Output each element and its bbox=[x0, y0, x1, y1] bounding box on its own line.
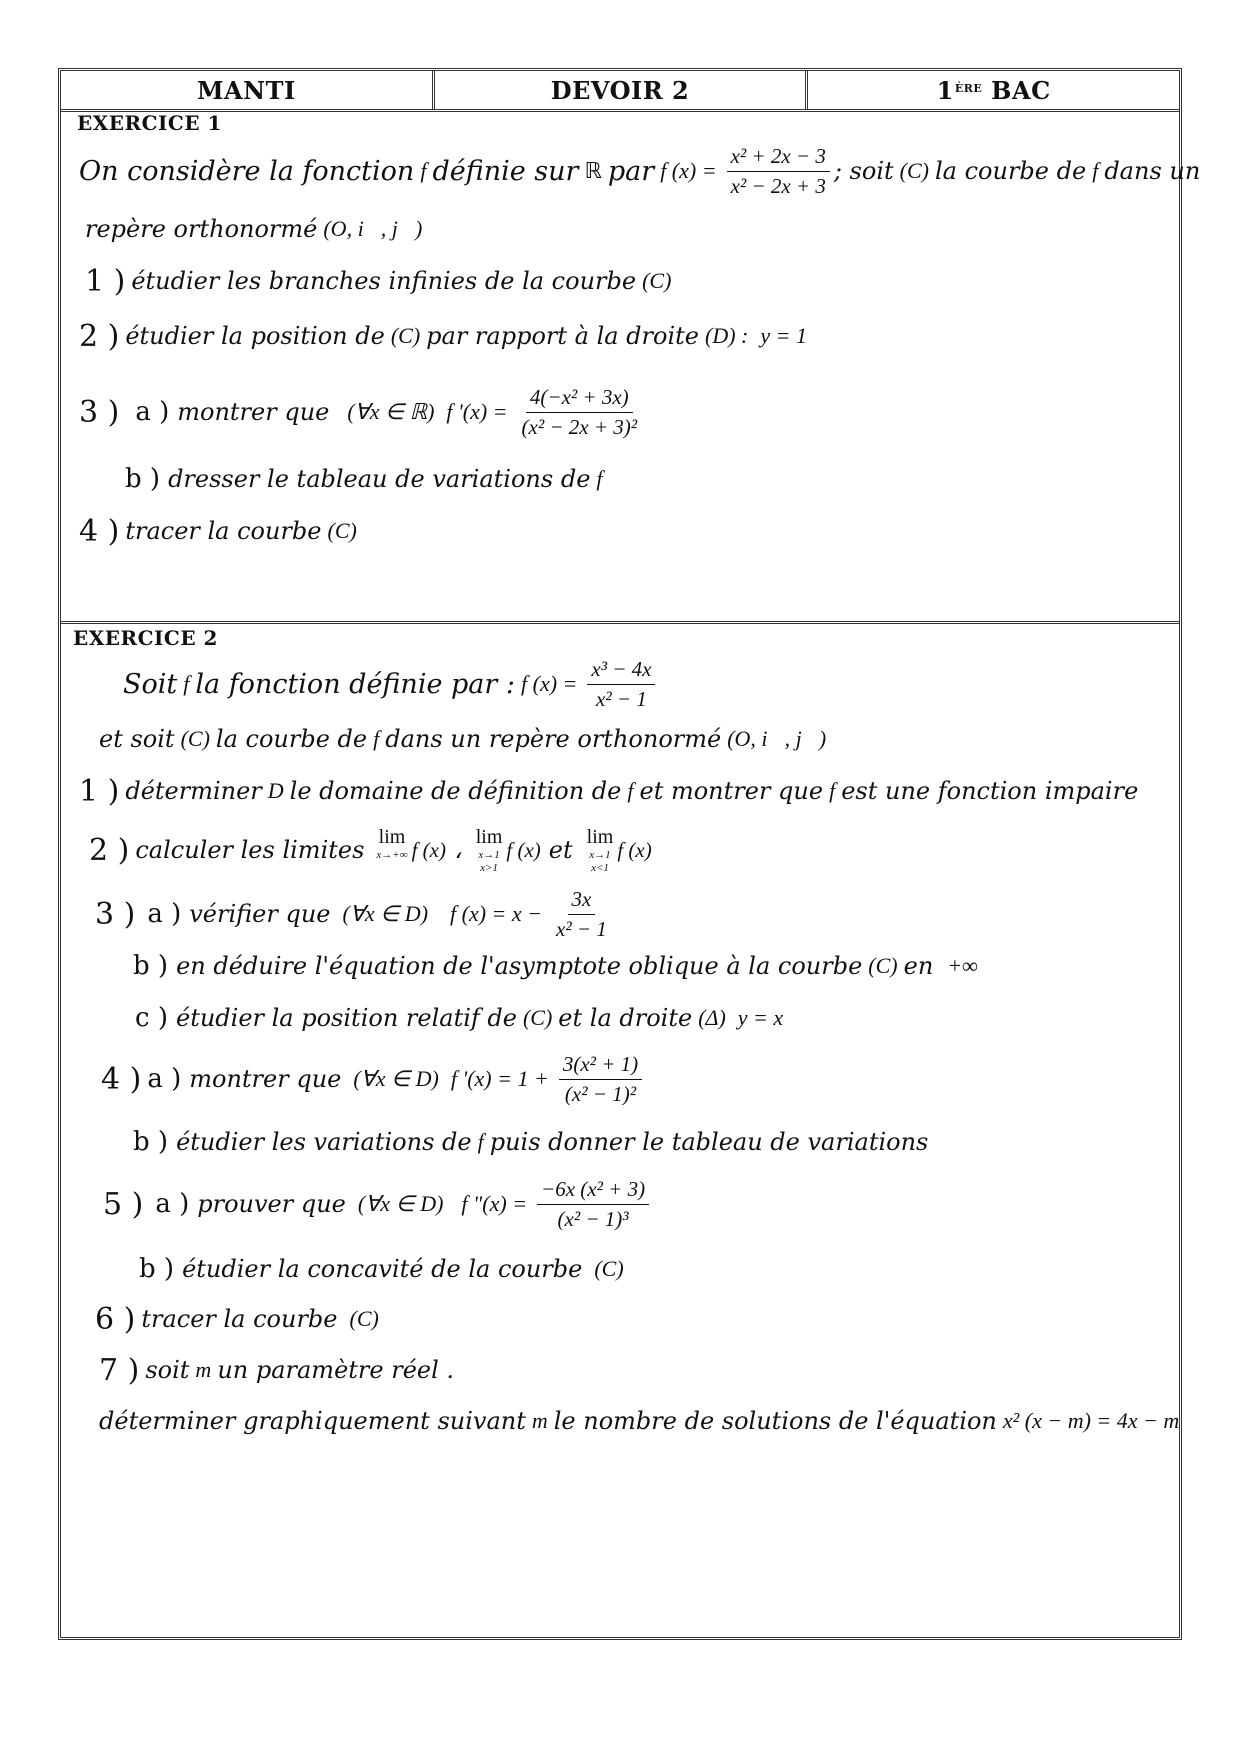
ex2-q1-text3: et montrer que bbox=[639, 777, 824, 805]
ex2-q7b-text1: déterminer graphiquement suivant bbox=[99, 1407, 526, 1435]
ex2-q1 bbox=[79, 769, 1138, 813]
ex2-q7-text2: un paramètre réel . bbox=[217, 1356, 455, 1384]
ex1-intro-text1: On considère la fonction bbox=[79, 155, 415, 187]
ex1-intro-text3: par bbox=[607, 155, 655, 187]
ex1-q2 bbox=[79, 314, 813, 358]
ex1-q2-D: (D) : bbox=[705, 323, 749, 348]
ex2-q5a-sub: a ) bbox=[155, 1189, 190, 1219]
ex2-q3a-denominator: x² − 1 bbox=[556, 916, 607, 941]
ex2-q3c-text2: et la droite bbox=[558, 1004, 693, 1032]
ex2-q3c-delta: (Δ) bbox=[698, 1005, 726, 1030]
ex2-q7b-equation: x² (x − m) = 4x − m bbox=[1002, 1408, 1180, 1433]
ex2-q4-number: 4 ) bbox=[101, 1061, 142, 1097]
exercise-1-title: EXERCICE 1 bbox=[77, 111, 222, 135]
ex2-q7-text1: soit bbox=[145, 1356, 190, 1384]
ex2-lim2-label: lim bbox=[475, 825, 503, 848]
exercise-2-title: EXERCICE 2 bbox=[73, 626, 218, 650]
ex1-intro-text6: dans un bbox=[1104, 157, 1201, 185]
ex2-q1-D: D bbox=[267, 778, 284, 803]
ex2-q7-m: m bbox=[195, 1357, 212, 1382]
ex2-q5a-text: prouver que bbox=[197, 1190, 346, 1218]
ex2-q1-number: 1 ) bbox=[79, 773, 120, 809]
ex2-lim3-sub1: x→1 bbox=[589, 848, 611, 861]
ex2-q2-et: et bbox=[548, 836, 573, 864]
ex2-q4a-denominator: (x² − 1)² bbox=[564, 1081, 636, 1106]
ex2-q4b bbox=[133, 1120, 928, 1164]
ex2-q4b-f: f bbox=[477, 1129, 484, 1154]
ex2-q4b-text1: étudier les variations de bbox=[176, 1128, 472, 1156]
ex2-q7-number: 7 ) bbox=[99, 1352, 140, 1388]
ex2-intro-fraction bbox=[587, 657, 655, 712]
ex2-q3b-text: en déduire l'équation de l'asymptote oblique à la courbe bbox=[176, 952, 863, 980]
ex1-q3a-fprime: f '(x) = bbox=[446, 399, 508, 424]
ex2-intro2-f: f bbox=[373, 726, 380, 751]
ex2-q7 bbox=[99, 1348, 454, 1392]
ex2-q5a-quant: (∀x ∈ D) bbox=[357, 1191, 444, 1216]
ex2-q5a-denominator: (x² − 1)³ bbox=[557, 1206, 629, 1231]
ex2-q4b-text2: puis donner le tableau de variations bbox=[489, 1128, 929, 1156]
ex2-q3a-numerator: 3x bbox=[568, 887, 596, 915]
ex2-q1-f2: f bbox=[829, 778, 836, 803]
ex1-intro-numerator: x² + 2x − 3 bbox=[727, 144, 830, 172]
ex1-intro-R: ℝ bbox=[584, 158, 602, 183]
ex2-q3c-eq: y = x bbox=[737, 1005, 784, 1030]
ex2-q3a-fx: f (x) = x − bbox=[450, 901, 543, 926]
ex1-intro2-text: repère orthonormé bbox=[85, 215, 318, 243]
ex2-q5a bbox=[103, 1169, 653, 1239]
ex1-intro-f2: f bbox=[1092, 158, 1099, 183]
ex1-q4-text: tracer la courbe bbox=[125, 517, 322, 545]
ex1-q3a-denominator: (x² − 2x + 3)² bbox=[521, 414, 638, 439]
header-level-sup: ÈRE bbox=[954, 81, 983, 95]
ex2-q5a-numerator: −6x (x² + 3) bbox=[537, 1177, 649, 1205]
ex2-intro-text1: Soit bbox=[123, 668, 178, 700]
header-school: MANTI bbox=[196, 75, 296, 105]
ex2-intro-numerator: x³ − 4x bbox=[587, 657, 655, 685]
ex2-intro2-math: (O, i⃗, j⃗) bbox=[727, 726, 827, 751]
ex2-q6-C: (C) bbox=[349, 1306, 379, 1331]
ex2-lim3-fx: f (x) bbox=[617, 837, 652, 862]
ex2-q5b-sub: b ) bbox=[139, 1254, 175, 1284]
ex2-q3c-C: (C) bbox=[522, 1005, 553, 1030]
ex1-q1-text: étudier les branches infinies de la courbe bbox=[131, 267, 637, 295]
ex2-q3b bbox=[133, 944, 984, 988]
ex2-q3b-infinity: +∞ bbox=[947, 953, 978, 978]
ex1-q1-number: 1 ) bbox=[85, 263, 126, 299]
ex1-q4 bbox=[79, 509, 363, 553]
ex1-q2-number: 2 ) bbox=[79, 318, 120, 354]
ex1-intro-fx: f (x) = bbox=[660, 158, 717, 183]
ex1-q3a bbox=[79, 371, 645, 453]
ex1-intro-text4: ; soit bbox=[833, 157, 894, 185]
ex2-intro2-text3: dans un repère orthonormé bbox=[385, 725, 722, 753]
ex2-intro-fx: f (x) = bbox=[521, 671, 578, 696]
ex2-lim3-label: lim bbox=[586, 825, 614, 848]
ex1-q2-C: (C) bbox=[390, 323, 421, 348]
ex1-intro-fraction bbox=[727, 144, 830, 199]
ex2-q6 bbox=[95, 1297, 385, 1341]
ex2-q5b-C: (C) bbox=[594, 1256, 624, 1281]
ex2-q5b-text: étudier la concavité de la courbe bbox=[182, 1255, 583, 1283]
ex2-q3b-text2: en bbox=[903, 952, 934, 980]
ex2-q3b-sub: b ) bbox=[133, 951, 169, 981]
header-row bbox=[61, 71, 1179, 112]
ex2-lim2-sub1: x→1 bbox=[478, 848, 500, 861]
ex2-q1-text2: le domaine de définition de bbox=[289, 777, 622, 805]
ex1-q3a-numerator: 4(−x² + 3x) bbox=[526, 385, 633, 413]
ex2-lim1-fx: f (x) bbox=[411, 837, 446, 862]
ex2-q2-text: calculer les limites bbox=[135, 836, 365, 864]
ex2-intro2-text2: la courbe de bbox=[215, 725, 368, 753]
ex1-intro-text2: définie sur bbox=[432, 155, 579, 187]
ex2-q4a-numerator: 3(x² + 1) bbox=[559, 1052, 642, 1080]
ex2-intro-line bbox=[123, 652, 659, 716]
ex2-lim3-sub2: x<1 bbox=[591, 861, 609, 874]
ex2-lim3 bbox=[587, 826, 614, 875]
ex1-intro-text5: la courbe de bbox=[934, 157, 1087, 185]
ex2-q2-number: 2 ) bbox=[89, 832, 130, 868]
ex2-lim-separator: ، bbox=[453, 836, 462, 864]
ex2-q3c bbox=[135, 996, 789, 1040]
ex2-lim2 bbox=[476, 826, 503, 875]
ex1-q3-number: 3 ) bbox=[79, 394, 120, 430]
ex1-q3b-text: dresser le tableau de variations de bbox=[168, 465, 591, 493]
ex1-q3b bbox=[125, 457, 609, 501]
header-level bbox=[805, 71, 1179, 109]
ex2-q1-f: f bbox=[627, 778, 634, 803]
ex1-q1-math: (C) bbox=[642, 268, 672, 293]
exercise-2 bbox=[61, 624, 1179, 1637]
ex2-q2 bbox=[89, 820, 660, 880]
ex1-intro-C: (C) bbox=[899, 158, 929, 183]
ex2-q4a-sub: a ) bbox=[147, 1064, 182, 1094]
ex2-lim2-fx: f (x) bbox=[506, 837, 541, 862]
ex2-q1-text1: déterminer bbox=[125, 777, 262, 805]
ex2-q3b-C: (C) bbox=[868, 953, 898, 978]
ex2-q6-text: tracer la courbe bbox=[141, 1305, 338, 1333]
ex2-q5a-fraction bbox=[537, 1177, 649, 1232]
ex1-q3a-fraction bbox=[518, 385, 642, 440]
ex1-intro-line bbox=[79, 139, 1200, 203]
ex2-q4a-text: montrer que bbox=[189, 1065, 342, 1093]
ex1-q4-math: (C) bbox=[327, 518, 357, 543]
ex2-q3a-text: vérifier que bbox=[189, 900, 331, 928]
ex1-q2-text1: étudier la position de bbox=[125, 322, 385, 350]
ex1-intro-f: f bbox=[420, 158, 427, 183]
ex2-q3a-quant: (∀x ∈ D) bbox=[342, 901, 429, 926]
ex2-q3a bbox=[95, 882, 615, 946]
ex1-q3a-text: montrer que bbox=[177, 398, 330, 426]
ex2-q1-text4: est une fonction impaire bbox=[841, 777, 1139, 805]
ex1-q1 bbox=[85, 259, 677, 303]
ex2-q3a-fraction bbox=[552, 887, 611, 942]
ex2-intro-denominator: x² − 1 bbox=[596, 686, 647, 711]
header-level-number: 1 bbox=[936, 75, 954, 105]
ex1-q2-eq: y = 1 bbox=[760, 323, 807, 348]
ex1-q2-text2: par rapport à la droite bbox=[426, 322, 699, 350]
ex1-q3b-f: f bbox=[596, 466, 603, 491]
ex2-lim1-label: lim bbox=[378, 825, 406, 848]
ex2-q3c-text1: étudier la position relatif de bbox=[175, 1004, 517, 1032]
ex2-intro2-C: (C) bbox=[180, 726, 210, 751]
ex1-q4-number: 4 ) bbox=[79, 513, 120, 549]
ex2-q3a-sub: a ) bbox=[147, 899, 182, 929]
header-title: DEVOIR 2 bbox=[432, 71, 806, 109]
ex1-q3a-quant: (∀x ∈ ℝ) bbox=[347, 399, 435, 424]
ex2-q5a-fsecond: f "(x) = bbox=[461, 1191, 528, 1216]
ex2-q3-number: 3 ) bbox=[95, 896, 136, 932]
header-level-suffix: BAC bbox=[991, 75, 1051, 105]
ex2-q4b-sub: b ) bbox=[133, 1127, 169, 1157]
exercise-1 bbox=[61, 109, 1201, 624]
ex2-q3c-sub: c ) bbox=[135, 1003, 168, 1033]
ex1-q3b-sub: b ) bbox=[125, 464, 161, 494]
ex2-q5b bbox=[139, 1247, 630, 1291]
ex2-q7-line2 bbox=[99, 1399, 1185, 1443]
exam-frame bbox=[58, 68, 1201, 1640]
ex2-intro2-text1: et soit bbox=[99, 725, 175, 753]
ex2-q7b-text2: le nombre de solutions de l'équation bbox=[553, 1407, 997, 1435]
ex2-q4a-fraction bbox=[559, 1052, 642, 1107]
ex2-q7b-m: m bbox=[531, 1408, 548, 1433]
ex1-intro2-math: (O, i⃗, j⃗) bbox=[323, 216, 423, 241]
ex1-q3a-sub: a ) bbox=[135, 397, 170, 427]
ex2-q4a-fprime: f '(x) = 1 + bbox=[450, 1066, 549, 1091]
ex2-intro-text2: la fonction définie par : bbox=[195, 668, 515, 700]
ex2-lim2-sub2: x>1 bbox=[480, 861, 498, 874]
ex2-q6-number: 6 ) bbox=[95, 1301, 136, 1337]
ex1-intro-denominator: x² − 2x + 3 bbox=[730, 173, 826, 198]
ex2-lim1 bbox=[376, 826, 407, 875]
ex2-intro-line2 bbox=[99, 719, 832, 759]
ex2-lim1-sub: x→+∞ bbox=[376, 848, 408, 861]
ex2-intro-f: f bbox=[183, 671, 190, 696]
ex2-q4a-quant: (∀x ∈ D) bbox=[353, 1066, 439, 1091]
ex2-q5-number: 5 ) bbox=[103, 1186, 144, 1222]
ex2-q4a bbox=[101, 1044, 646, 1114]
ex1-intro-line2 bbox=[85, 209, 428, 249]
